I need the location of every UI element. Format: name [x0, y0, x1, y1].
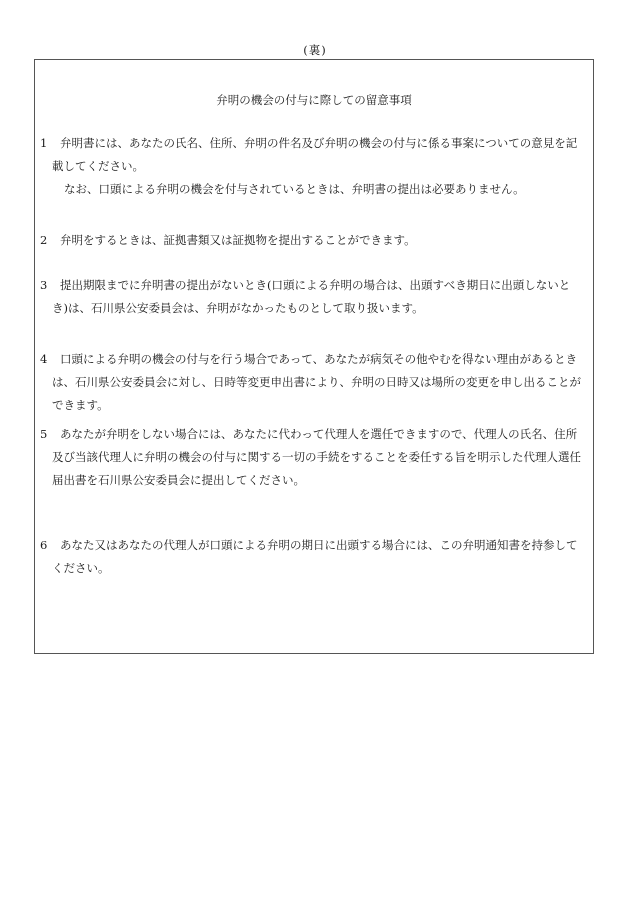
item-4-continuation: は、石川県公安委員会に対し、日時等変更申出書により、弁明の日時又は場所の変更を申し出ることが — [52, 375, 581, 389]
item-text: 弁明書には、あなたの氏名、住所、弁明の件名及び弁明の機会の付与に係る事案についての意見を記 — [60, 136, 578, 150]
item-1-note: なお、口頭による弁明の機会を付与されているときは、弁明書の提出は必要ありません。 — [64, 182, 525, 196]
notice-item-1 — [40, 132, 588, 201]
item-number: 5 — [40, 427, 48, 441]
item-text: 提出期限までに弁明書の提出がないとき(口頭による弁明の場合は、出頭すべき期日に出頭しないと — [60, 278, 571, 292]
notice-item-2 — [40, 229, 588, 252]
page-side-label: (裏) — [303, 43, 327, 57]
notice-item-6 — [40, 534, 588, 580]
item-text: 口頭による弁明の機会の付与を行う場合であって、あなたが病気その他やむを得ない理由があるとき — [60, 352, 578, 366]
item-1-first-line — [40, 132, 588, 155]
item-text: あなたが弁明をしない場合には、あなたに代わって代理人を選任できますので、代理人の氏名、住所 — [60, 427, 578, 441]
item-3-continuation: き)は、石川県公安委員会は、弁明がなかったものとして取り扱います。 — [52, 301, 424, 315]
item-4-continuation: できます。 — [52, 398, 109, 412]
item-2-first-line — [40, 229, 588, 252]
notice-item-4 — [40, 348, 588, 417]
notice-box — [34, 59, 594, 654]
item-1-continuation: 載してください。 — [52, 159, 144, 173]
item-4-first-line — [40, 348, 588, 371]
item-5-continuation: 届出書を石川県公安委員会に提出してください。 — [52, 473, 305, 487]
item-text: あなた又はあなたの代理人が口頭による弁明の期日に出頭する場合には、この弁明通知書を持参して — [60, 538, 578, 552]
item-text: 弁明をするときは、証拠書類又は証拠物を提出することができます。 — [60, 233, 416, 247]
item-5-continuation: 及び当該代理人に弁明の機会の付与に関する一切の手続をすることを委任する旨を明示した代理人選任 — [52, 450, 581, 464]
item-number: 6 — [40, 538, 48, 552]
item-6-first-line — [40, 534, 588, 557]
item-number: 4 — [40, 352, 48, 366]
notice-title: 弁明の機会の付与に際しての留意事項 — [216, 93, 412, 107]
item-number: 2 — [40, 233, 48, 247]
item-3-first-line — [40, 274, 588, 297]
item-5-first-line — [40, 423, 588, 446]
item-6-continuation: ください。 — [52, 561, 110, 575]
item-number: 3 — [40, 278, 48, 292]
item-number: 1 — [40, 136, 48, 150]
notice-item-5 — [40, 423, 588, 492]
notice-item-3 — [40, 274, 588, 320]
